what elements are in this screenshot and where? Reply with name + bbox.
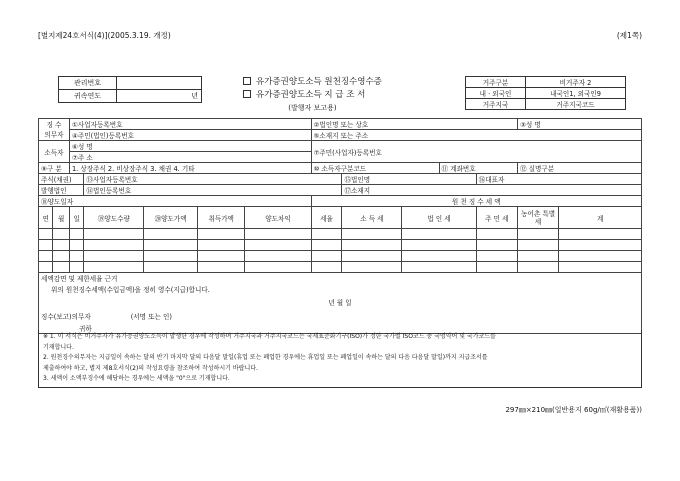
col-acq: 취득가액 [197,207,244,229]
name-field[interactable]: ③성 명 [517,119,641,130]
management-box [58,76,202,103]
notes [38,330,642,388]
form-code: [별지제24호서식(4)](2005.3.19. 개정) [38,31,171,40]
category-label: ⑨구 분 [39,163,70,174]
country-code-label[interactable]: 거주지국코드 [526,99,626,110]
receipt-statement: 위의 원천징수세액(수입금액)을 정히 영수(지급)합니다. [39,284,642,295]
table-row[interactable] [39,229,642,240]
table-row[interactable] [39,240,642,251]
col-total: 계 [559,207,642,229]
table-row[interactable] [39,251,642,262]
checkbox-statement[interactable] [243,90,251,98]
signer-line [39,309,642,323]
issuer-corp-reg-field[interactable]: ⑭법인등록번호 [84,185,342,196]
col-income-tax: 소 득 세 [342,207,402,229]
title-line2: 유가증권양도소득 지 급 조 서 [256,90,366,100]
country-label: 거주지국 [466,99,526,110]
main-form-table [38,118,642,334]
issuer-name-field[interactable]: ⑮법인명 [342,174,476,185]
earner-reg-field[interactable]: ⑦주민(사업자)등록번호 [311,141,642,163]
title-line1: 유가증권양도소득 원천징수영수증 [256,77,382,87]
issuer-addr-field[interactable]: ⑰소재지 [342,185,642,196]
earner-addr-field[interactable]: ⑦주 소 [69,152,311,163]
col-month: 월 [53,207,70,229]
withholding-tax-header: 원 천 징 수 세 액 [311,196,642,207]
issuer-bizno-field[interactable]: ⑬사업자등록번호 [84,174,342,185]
withholder-label: 징 수 의무자 [39,119,70,141]
signer-sign[interactable]: (서명 또는 인) [130,312,172,321]
residency-box [465,76,626,110]
col-resident-tax: 주 민 세 [476,207,517,229]
col-year: 연 [39,207,53,229]
issuer-label1: 주식(채권) [39,174,84,185]
corp-reg-field[interactable]: ④주민(법인)등록번호 [69,130,311,141]
table-row[interactable] [39,262,642,273]
real-name-field[interactable]: ⑫ 실명구분 [517,163,641,174]
category-options[interactable]: 1. 상장주식 2. 비상장주식 3. 채권 4. 기타 [69,163,311,174]
note-line: 3. 세액이 소액부징수에 해당하는 경우에는 세액을 "0"으로 기재합니다. [43,375,230,382]
note-line: 2. 원천징수의무자는 지급일이 속하는 달의 반기 마지막 달의 다음달 말일(휴업 또는 폐업한 경우에는 휴업일 또는 폐업일이 속하는 달의 다음 다음달 말일)까지 지급조서를 [43,354,488,361]
form-title [243,76,382,114]
account-no-field[interactable]: ⑪ 계좌번호 [439,163,517,174]
earner-name-field[interactable]: ⑥성 명 [69,141,311,152]
year-label: 귀속연도 [59,90,117,103]
bizno-field[interactable]: ①사업자등록번호 [69,119,311,130]
note-line: 기재합니다. [43,343,74,351]
year-value[interactable]: 년 [117,90,202,103]
col-corp-tax: 법 인 세 [402,207,476,229]
manage-no-label: 관리번호 [59,77,117,90]
manage-no-value[interactable] [117,77,202,90]
col-price: ⑳양도가액 [144,207,198,229]
col-rate: 세율 [311,207,342,229]
page-number: (제1쪽) [616,31,642,40]
addressee: 귀하 [39,323,642,334]
paper-spec: 297㎜×210㎜(일반용지 60g/㎡(재활용품)) [505,406,642,414]
basis-label: 세액감면 및 제한세율 근거 [39,273,642,284]
note-line: 제출하여야 하고, 별지 제8호서식(2)의 작성요령을 참조하여 작성하시기 바랍니다. [43,364,258,372]
issuer-ceo-field[interactable]: ⑯대표자 [476,174,641,185]
signer-label: 징수(보고)의무자 [41,312,91,321]
residency-value[interactable]: 비거주자 2 [526,77,626,88]
corp-name-field[interactable]: ②법인명 또는 상호 [311,119,517,130]
income-code-field[interactable]: ⑩ 소득자구분코드 [311,163,439,174]
title-sub: (발행자 보고용) [288,104,337,112]
col-qty: ⑲양도수량 [84,207,144,229]
date-line[interactable]: 년 월 일 [39,295,642,309]
transfer-date-header: ⑱양도일자 [39,196,312,207]
residency-label: 거주구분 [466,77,526,88]
note-line: ※ 1. 이 서식은 비거주자가 유가증권양도소득이 발생한 경우에 작성하며 거주지국과 거주지국코드는 국제표준화기구(ISO)가 정한 국가별 ISO코드 중 국명약어 및 국가코드를 [43,333,496,340]
checkbox-receipt[interactable] [243,77,251,85]
col-rural-tax: 농어촌 특별세 [517,207,558,229]
col-day: 일 [69,207,83,229]
address-field[interactable]: ⑤소재지 또는 주소 [311,130,642,141]
nationality-label: 내 · 외국인 [466,88,526,99]
issuer-label2: 발행법인 [39,185,84,196]
nationality-value[interactable]: 내국인1, 외국인9 [526,88,626,99]
col-gain: 양도차익 [245,207,311,229]
earner-label: 소득자 [39,141,70,163]
